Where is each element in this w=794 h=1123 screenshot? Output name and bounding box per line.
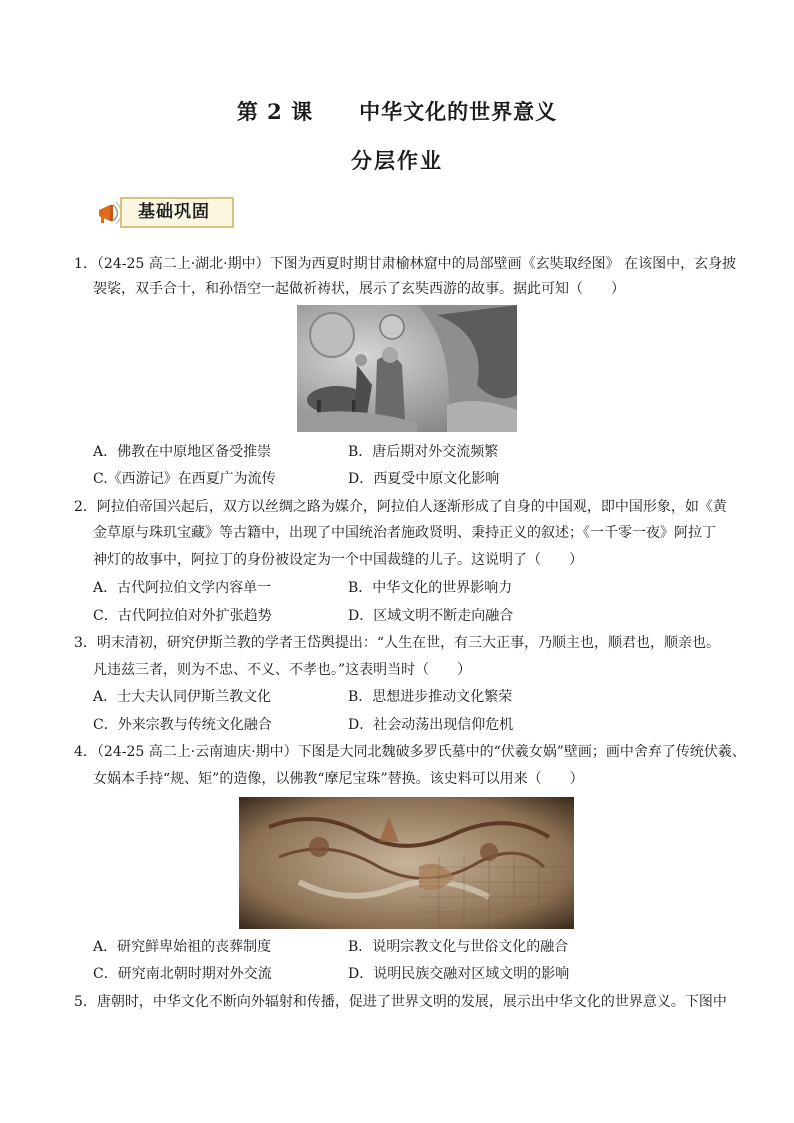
question-1-line-2: 袈裟，双手合十，和孙悟空一起做祈祷状，展示了玄奘西游的故事。据此可知（ ） [93,281,625,297]
question-3-option-c: C．外来宗教与传统文化融合 [93,717,272,733]
question-4-line-2: 女娲本手持“规、矩”的造像，以佛教“摩尼宝珠”替换。该史料可以用来（ ） [93,771,584,787]
question-3-option-d: D．社会动荡出现信仰危机 [348,717,514,733]
page-title [0,96,794,126]
question-4-option-b: B．说明宗教文化与世俗文化的融合 [348,939,569,955]
question-1-option-b: B．唐后期对外交流频繁 [348,444,499,460]
question-1-option-a: A．佛教在中原地区备受推崇 [93,444,272,460]
question-1-option-d: D．西夏受中原文化影响 [348,471,500,487]
lesson-number: 第 2 课 [236,99,314,124]
question-4-option-d: D．说明民族交融对区域文明的影响 [348,966,570,982]
question-2-option-b: B．中华文化的世界影响力 [348,580,513,596]
question-1-line-1: 1．（24-25 高二上·湖北·期中）下图为西夏时期甘肃榆林窟中的局部壁画《玄奘取经图》 在该图中，玄身披 [74,256,737,272]
question-2-option-d: D．区域文明不断走向融合 [348,608,514,624]
question-3-line-1: 3．明末清初，研究伊斯兰教的学者王岱舆提出：“人生在世，有三大正事，乃顺主也，顺君也，顺亲也。 [74,635,721,651]
mural-fuxi-nuwa-image [239,797,574,929]
question-2-line-3: 神灯的故事中，阿拉丁的身份被设定为一个中国裁缝的儿子。这说明了（ ） [93,552,583,568]
page-subtitle: 分层作业 [351,148,443,173]
question-2-option-c: C．古代阿拉伯对外扩张趋势 [93,608,272,624]
mural-xuanzang-image [297,305,517,432]
question-3-line-2: 凡违兹三者，则为不忠、不义、不孝也。”这表明当时（ ） [93,662,472,678]
section-label: 基础巩固 [120,197,234,228]
lesson-title: 中华文化的世界意义 [359,99,558,124]
question-2-option-a: A．古代阿拉伯文学内容单一 [93,580,272,596]
question-3-option-a: A．士大夫认同伊斯兰教文化 [93,689,272,705]
question-2-line-2: 金草原与珠玑宝藏》等古籍中，出现了中国统治者施政贤明、秉持正义的叙述；《一千零一夜》阿拉丁 [93,525,716,541]
question-2-line-1: 2．阿拉伯帝国兴起后，双方以丝绸之路为媒介，阿拉伯人逐渐形成了自身的中国观，即中国形象，如《黄 [74,499,727,515]
question-4-option-a: A．研究鲜卑始祖的丧葬制度 [93,939,272,955]
question-3-option-b: B．思想进步推动文化繁荣 [348,689,513,705]
question-4-line-1: 4．（24-25 高二上·云南迪庆·期中）下图是大同北魏破多罗氏墓中的“伏羲女娲”壁画；画中舍弃了传统伏羲、 [74,744,746,760]
question-1-option-c: C.《西游记》在西夏广为流传 [93,471,276,487]
question-4-option-c: C．研究南北朝时期对外交流 [93,966,272,982]
question-5-line-1: 5．唐朝时，中华文化不断向外辐射和传播，促进了世界文明的发展，展示出中华文化的世界意义。下图中 [74,994,727,1010]
